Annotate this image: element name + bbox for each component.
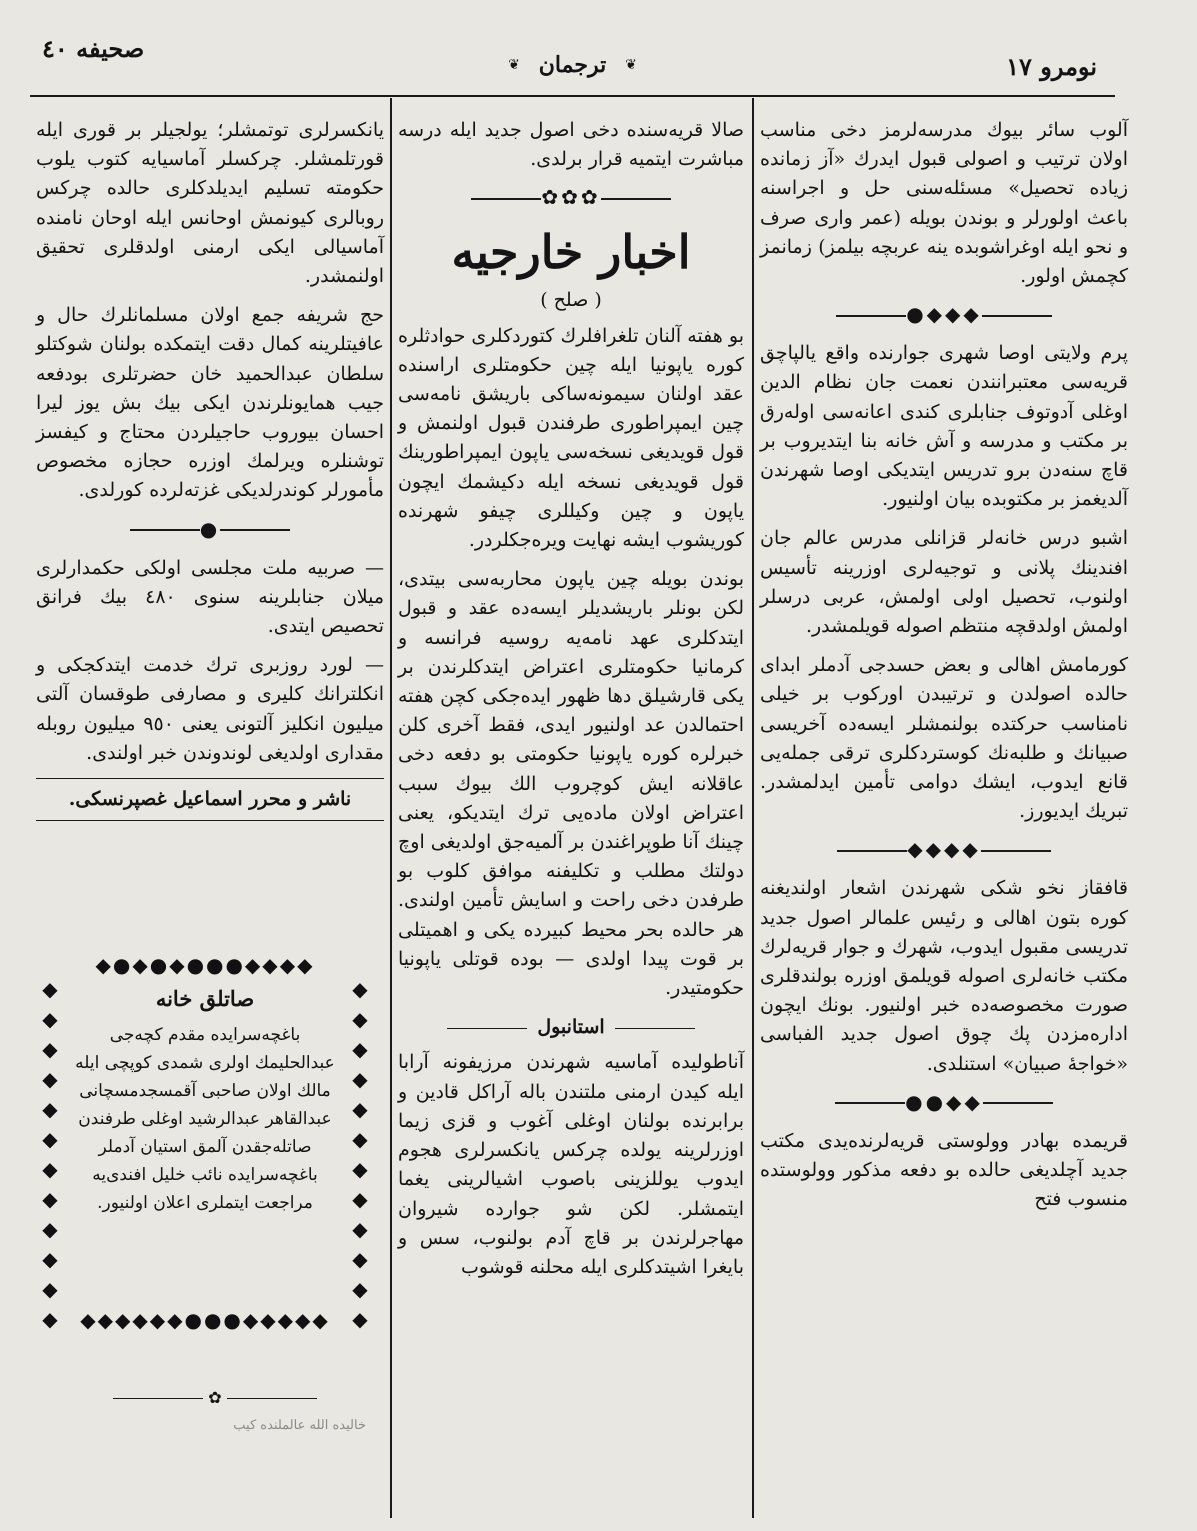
advertisement-content [74, 985, 336, 1217]
article-paragraph: — لورد روزبری ترك خدمت ایتدکجکی و انکلترانك کلیری و مصارفی طوقسان آلتی میلیون انکلیز آلتونی یعنی ٩٥٠ میلیون روبله مقداری اولدیغی لوندوندن خبر اولندی. [36, 654, 384, 764]
article-paragraph: بو هفته آلنان تلغرافلرك کتوردکلری حوادثلره کوره یاپونیا ایله چین حکومتلری ارا‌سنده عقد اولنان سیمونه‌ساکی باریشق نامه‌سی چین ایمپراطوری طرفندن قبول اولنمش و قول قویدیغی نسخه‌سی یاپون ایمپراطورینك قول قویدیغی نسخه ایله دکیشمك ایچون یاپون و چین وکیللری چیفو شهرنده کوریشوب ایشه نهایت ویره‌جکلردر. [398, 324, 744, 552]
newspaper-title: ترجمان [538, 52, 607, 78]
header-rule [30, 95, 1115, 97]
article-paragraph: اشبو درس خانه‌لر قزانلی مدرس عالم جان افندینك پلانی و توجیه‌لری اوزرینه تأسیس اولنوب، تحصیل اولی اولمش، عربی درسلر اولمش اولدقچه منتظم اصوله قویلمشدر. [760, 527, 1128, 638]
advertisement-body: باغچه‌سرایده مقدم کچه‌جی عبدالحلیمك اولری شمدی کوپچی ایله مالك اولان صاحبی آقمسجدمسچانی عبدالقاهر عبدالرشید اوغلی طرفندن صاتله‌جقدن آلمق استیان آدملر باغچه‌سرایده نائب خلیل افندی‌یه مراجعت ایتملری اعلان اولنیور. [75, 1025, 335, 1213]
page-number: صحیفه ٤٠ [42, 34, 145, 63]
border-ornament: ◆◆◆◆◆◆◆◆◆◆◆◆ [348, 977, 372, 1337]
article-paragraph: قریمده بهادر وولوستی قریه‌لرنده‌یدی مکتب جدید آچلدیغی حالده بو دفعه مذکور وولوستده منسوب فتح [760, 1129, 1128, 1211]
article-paragraph: قافقاز نخو شکی شهرندن اشعار اولندیغنه کوره بتون اهالی و رئیس علمالر اصول جدید تدریسی مقبول ایدوب، شهرك و جوار قریه‌لرك مکتب خانه‌لری اصوله قویلمق اوزره بولندقلری صورت مخصوصه‌ده خبر اولنیور. بونك ایچون ادار‌ه‌مزدن پك چوق اصول جدید الفباسی «خواجهٔ صبیان» استنلدی. [760, 877, 1128, 1075]
article-paragraph: کورمامش اهالی و بعض حسدجی آدملر ابدای حالده اصولدن و ترتیبدن اورکوب بر خیلی نامناسب حرکتده بولنمشلر ایسه‌ده آخریسی صبیانك و طلبه‌نك کوستردکلری ترقی جمله‌یی قانع ایدوب، ایشك دوامی تأمین ایدلمشدر. تبریك ایدیورز. [760, 654, 1128, 823]
separator-ornament: ✿ [100, 1388, 330, 1407]
border-ornament: ◆●◆●◆●●●◆◆◆◆ [95, 953, 315, 977]
article-paragraph: بوندن بویله چین یاپون محاربه‌سی بیتدی، لکن بونلر باریشدیلر ایسه‌ده عقد و قبول ایتدکلری عهد نامه‌یه روسیه فرانسه و کرمانیا حکومتلری اعتراض ایتدکلرندن بر یکی قارشیلق دها ظهور ایده‌جکی کچن هفته احتمالدن عد اولنیور ایدی، فقط آخری کلن خبرلره کوره یاپونیا حکومتی بو دفعه دخی عاقلانه ایش کوچروب الك بیوك سبب اعتراض اولان ماده‌یی ترك ایتدیکو، یعنی چینك آنا طوپراغندن بر آلمیه‌جق اولدیغی اوچ دولتك مطلب و تکلیفنه موافق کلوب بو طرفدن دخی راحت و اسایش تأمین اولندی. هر حالده بحر محیط کبیرده یکی و اهمیتلی بر قوت پیدا اولدی — بوده قوتلی یاپونیا حکومتیدر. [398, 568, 744, 1000]
article-paragraph: یانکسرلری توتمشلر؛ یولجیلر بر قوری ایله قورتلمشلر. چرکسلر آماسیایه کتوب یلوب حکومته تسلیم ایدیلدکلری حالده چرکس روبالری کیونمش اوحانس ایله اوحان نامنده آماسیالی ایکی ارمنی اولدقلری تحقیق اولنمشدر. [36, 119, 384, 288]
article-paragraph: پرم ولایتی اوصا شهری جوارنده واقع یالپاچق قریه‌سی معتبرانندن نعمت جان نظام الدین اوغلی آدوتوف جنابلری کندی اعانه‌سی اوله‌رق بر مکتب و مدرسه و آش خانه بنا ایتدیروب بر قاچ سنه‌دن برو تدریس ایتدیکی اوصا شهرندن آلدیغمز بر مکتوبده بیان اولنیور. [760, 342, 1128, 511]
separator-ornament: ●●◆◆ [760, 1089, 1128, 1115]
column-right [760, 116, 1128, 1225]
article-paragraph: — صربیه ملت مجلسی اولکی حکمدارلری میلان جنابلرینه سنوی ٤٨٠ بیك فرانق تحصیص ایتدی. [36, 556, 384, 638]
advertisement-box [38, 953, 372, 1337]
separator-ornament: ◆◆◆◆ [760, 836, 1128, 862]
column-middle [398, 116, 744, 1292]
issue-number: نومرو ١٧ [1006, 52, 1097, 81]
column-divider [390, 98, 392, 1518]
section-headline: اخبار خارجیه [451, 225, 691, 280]
masthead [505, 52, 640, 78]
article-paragraph: صالا قریه‌سنده دخی اصول جدید ایله درسه مباشرت ایتمیه قرار برلدی. [398, 119, 744, 171]
ornament-icon: ❦ [508, 57, 520, 73]
section-title: استانبول [398, 1013, 744, 1042]
article-paragraph: آلوب سائر بیوك مدرسه‌لرمز دخی مناسب اولان ترتیب و اصولی قبول ایدرك «آز زمانده زیاده تحصیل» مسئله‌سنی حل و اجراسنه باعث اولورلر و بوندن بویله (عمر واری صرف و نحو ایله اوغراشوبده ینه عربچه بیلمز) زمانمز کچمش اولور. [760, 119, 1128, 288]
separator-ornament: ● [36, 516, 384, 542]
separator-ornament: ✿✿✿ [398, 184, 744, 210]
subheading: ( صلح ) [540, 289, 602, 312]
border-ornament: ◆◆◆◆◆◆●●●◆◆◆◆◆ [80, 1308, 330, 1332]
handwritten-notes: خالیده الله عالملنده کیب [233, 1418, 366, 1433]
advertisement-title: صاتلق خانه [155, 986, 255, 1011]
article-paragraph: آناطولیده آماسیه شهرندن مرزیفونه آرابا ایله کیدن ارمنی ملتندن باله آراکل قادین و برابرنده بولنان اوغلی آغوب و قزی زیما اوزرلرینه یولده چرکس یانکسرلری هجوم ایدوب یوللزینی باصوب اشیالرینی یغما ایتمشلر. لکن شو جوارده شیروان مهاجرلرندن بر قاچ آدم بولنوب، سس و بایغرا اشیتدکلری ایله محلنه قوشوب [398, 1051, 744, 1278]
ornament-icon: ❦ [625, 57, 637, 73]
column-left [36, 116, 384, 821]
column-divider [752, 98, 754, 1518]
article-paragraph: حج شریفه جمع اولان مسلمانلرك حال و عافیتلرینه کمال دقت ایتمکده بولنان شوکتلو سلطان عبدالحمید خان حضرتلری بودفعه جیب همایونلرندن ایکی بیك بش یوز لیرا احسان بیوروب حاجیلردن محتاج و کیفسز توشنلره ویرلمك اوزره حجازه مخصوص مأمورلر کوندرلدیکی غزته‌لرده کورلدی. [36, 304, 384, 502]
border-ornament: ◆◆◆◆◆◆◆◆◆◆◆◆ [38, 977, 62, 1337]
publisher-line: ناشر و محرر اسماعیل غصپرنسکی. [36, 778, 384, 821]
separator-ornament: ●◆◆◆ [760, 301, 1128, 327]
